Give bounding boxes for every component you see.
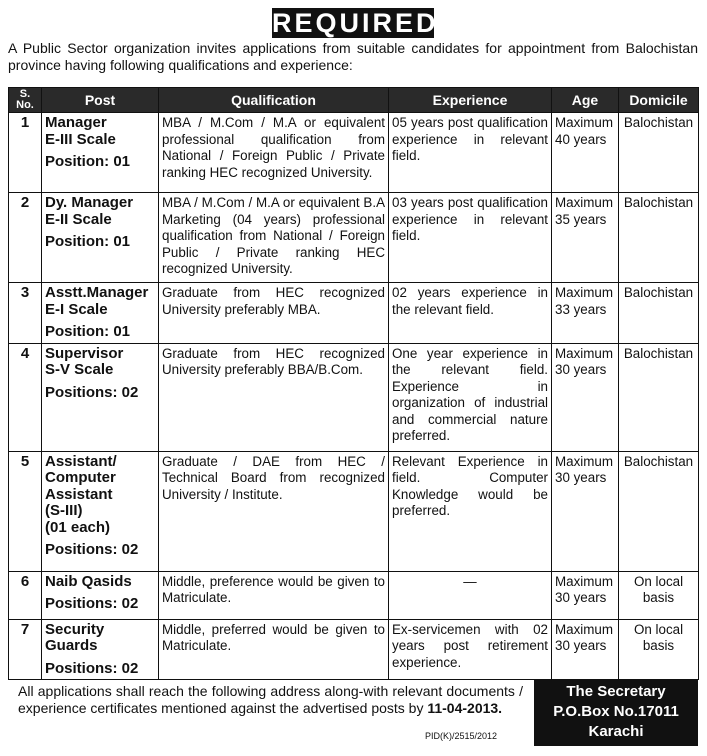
row-post bbox=[42, 113, 159, 193]
required-banner: REQUIRED bbox=[272, 8, 439, 38]
reference-number: PID(K)/2515/2012 bbox=[425, 731, 498, 741]
row-age: Maximum 33 years bbox=[552, 283, 619, 344]
post-name: Dy. Manager E-II Scale bbox=[45, 194, 134, 228]
row-sno: 1 bbox=[9, 113, 42, 193]
row-experience: 02 years experience in the relevant field. bbox=[389, 283, 552, 344]
header-qualification: Qualification bbox=[159, 88, 389, 113]
row-post bbox=[42, 571, 159, 619]
row-sno: 7 bbox=[9, 619, 42, 680]
header-sno: S. No. bbox=[9, 88, 42, 113]
row-experience: Ex-servicemen with 02 years post retirement experience. bbox=[389, 619, 552, 680]
deadline-date: 11-04-2013. bbox=[427, 700, 503, 716]
post-positions: Positions: 02 bbox=[45, 383, 139, 401]
table-row bbox=[9, 113, 699, 193]
row-domicile: Balochistan bbox=[619, 451, 699, 571]
table-row bbox=[9, 283, 699, 344]
post-positions: Position: 01 bbox=[45, 153, 131, 170]
row-experience: Relevant Experience in field. Computer Knowledge would be preferred. bbox=[389, 451, 552, 571]
row-domicile: Balochistan bbox=[619, 193, 699, 283]
row-post bbox=[42, 619, 159, 680]
header-post: Post bbox=[42, 88, 159, 113]
post-positions: Positions: 02 bbox=[45, 659, 139, 677]
post-name: Supervisor S-V Scale bbox=[45, 344, 124, 378]
row-sno: 2 bbox=[9, 193, 42, 283]
address-box bbox=[534, 679, 698, 746]
post-positions: Position: 01 bbox=[45, 323, 131, 340]
address-line-1: The Secretary bbox=[566, 683, 666, 700]
jobs-table bbox=[8, 87, 699, 680]
row-qualification: Graduate from HEC recognized University preferably BBA/B.Com. bbox=[159, 343, 389, 451]
header-age: Age bbox=[552, 88, 619, 113]
row-sno: 4 bbox=[9, 343, 42, 451]
post-name: Security Guards bbox=[45, 620, 105, 654]
row-age: Maximum 30 years bbox=[552, 343, 619, 451]
post-positions: Positions: 02 bbox=[45, 595, 139, 612]
post-positions: Position: 01 bbox=[45, 233, 131, 250]
post-positions: Positions: 02 bbox=[45, 541, 139, 558]
row-experience: 03 years post qualification experience in relevant field. bbox=[389, 193, 552, 283]
row-post bbox=[42, 451, 159, 571]
footer-instructions: All applications shall reach the following address along-with relevant documents / experience certificates mentioned against the advertised posts by 11-04-2013. bbox=[18, 683, 523, 716]
header-experience: Experience bbox=[389, 88, 552, 113]
table-row bbox=[9, 343, 699, 451]
table-row bbox=[9, 193, 699, 283]
row-sno: 5 bbox=[9, 451, 42, 571]
row-qualification: MBA / M.Com / M.A or equivalent professional qualification from National / Foreign Public / Private ranking HEC recognized University. bbox=[159, 113, 389, 193]
post-name: Manager E-III Scale bbox=[45, 114, 116, 148]
row-qualification: MBA / M.Com / M.A or equivalent B.A Marketing (04 years) professional qualification from National / Foreign Public / Private ranking HEC recognized University. bbox=[159, 193, 389, 283]
row-domicile: On local basis bbox=[619, 571, 699, 619]
row-experience: 05 years post qualification experience in relevant field. bbox=[389, 113, 552, 193]
row-post bbox=[42, 283, 159, 344]
address-line-3: Karachi bbox=[588, 723, 644, 740]
post-name: Assistant/ Computer Assistant (S-III) (01 each) bbox=[45, 452, 117, 536]
row-domicile: Balochistan bbox=[619, 113, 699, 193]
table-row bbox=[9, 619, 699, 680]
row-post bbox=[42, 193, 159, 283]
row-domicile: Balochistan bbox=[619, 343, 699, 451]
intro-paragraph: A Public Sector organization invites applications from suitable candidates for appointment from Balochistan province having following qualifications and experience: bbox=[8, 40, 698, 73]
row-qualification: Graduate from HEC recognized University preferably MBA. bbox=[159, 283, 389, 344]
row-domicile: On local basis bbox=[619, 619, 699, 680]
row-qualification: Graduate / DAE from HEC / Technical Board from recognized University / Institute. bbox=[159, 451, 389, 571]
row-age: Maximum 30 years bbox=[552, 619, 619, 680]
address-line-2: P.O.Box No.17011 bbox=[553, 703, 679, 720]
row-sno: 6 bbox=[9, 571, 42, 619]
row-age: Maximum 40 years bbox=[552, 113, 619, 193]
row-qualification: Middle, preference would be given to Matriculate. bbox=[159, 571, 389, 619]
row-age: Maximum 30 years bbox=[552, 451, 619, 571]
table-header-row bbox=[9, 88, 699, 113]
table-row bbox=[9, 451, 699, 571]
post-name: Asstt.Manager E-I Scale bbox=[45, 284, 149, 318]
row-experience: One year experience in the relevant field. Experience in organization of industrial and commercial nature preferred. bbox=[389, 343, 552, 451]
row-experience: — bbox=[389, 571, 552, 619]
header-domicile: Domicile bbox=[619, 88, 699, 113]
row-domicile: Balochistan bbox=[619, 283, 699, 344]
row-qualification: Middle, preferred would be given to Matriculate. bbox=[159, 619, 389, 680]
row-sno: 3 bbox=[9, 283, 42, 344]
row-age: Maximum 30 years bbox=[552, 571, 619, 619]
table-row bbox=[9, 571, 699, 619]
row-post bbox=[42, 343, 159, 451]
post-name: Naib Qasids bbox=[45, 572, 132, 590]
row-age: Maximum 35 years bbox=[552, 193, 619, 283]
